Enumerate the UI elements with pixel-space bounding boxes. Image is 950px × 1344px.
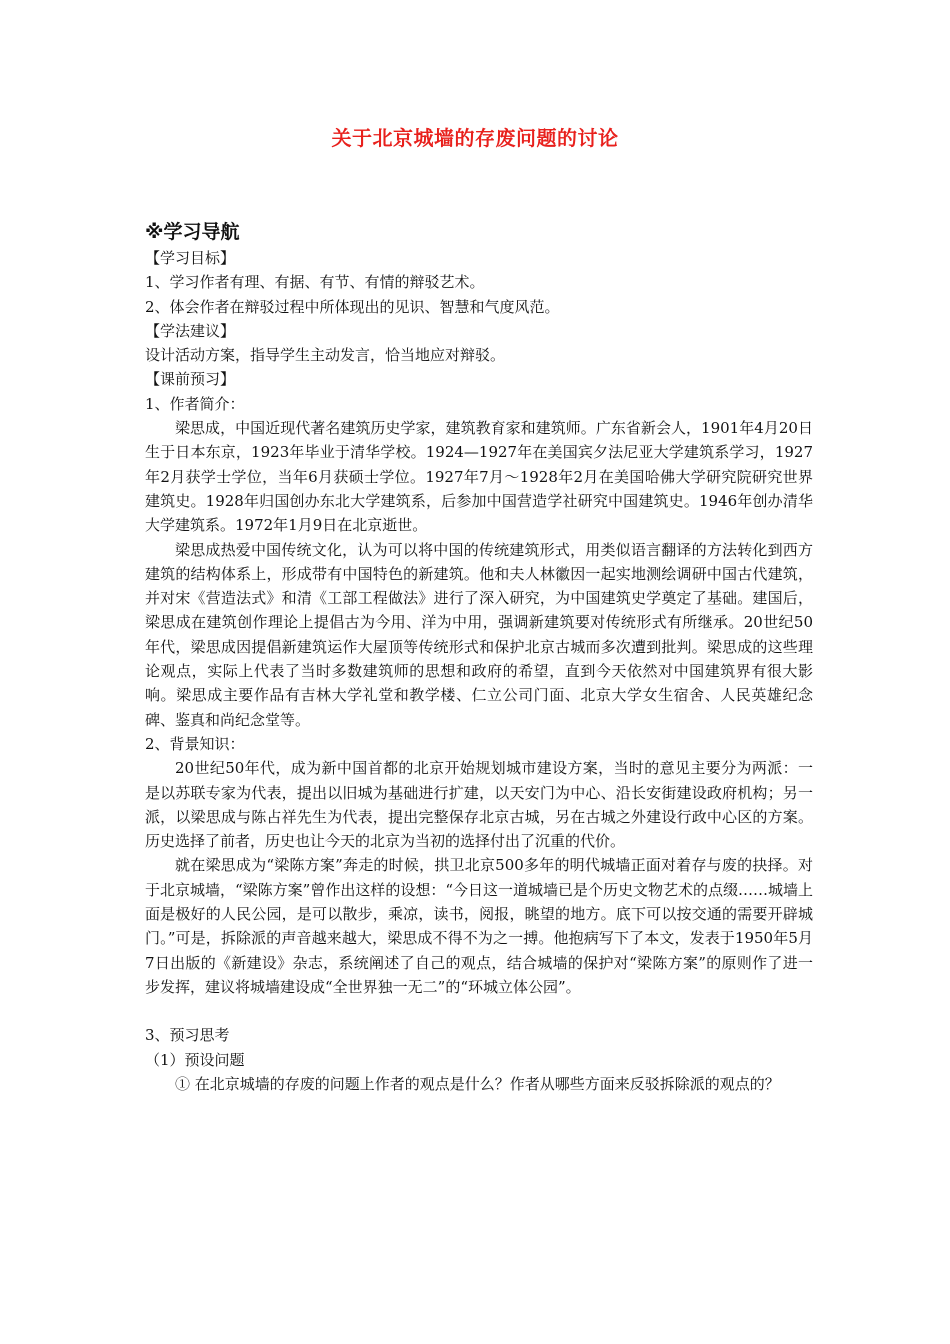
background-heading: 2、背景知识：: [145, 734, 245, 753]
author-paragraph: 梁思成热爱中国传统文化，认为可以将中国的传统建筑形式，用类似语言翻译的方法转化到西方建筑的结构体系上，形成带有中国特色的新建筑。他和夫人林徽因一起实地测绘调研中国古代建筑，并对宋《营造法式》和清《工部工程做法》进行了深入研究，为中国建筑史学奠定了基础。建国后，梁思成在建筑创作理论上提倡古为今用、洋为中用，强调新建筑要对传统形式有所继承。20世纪50年代，梁思成因提倡新建筑运作大屋顶等传统形式和保护北京古城而多次遭到批判。梁思成的这些理论观点，实际上代表了当时多数建筑师的思想和政府的希望，直到今天依然对中国建筑界有很大影响。梁思成主要作品有吉林大学礼堂和教学楼、仁立公司门面、北京大学女生宿舍、人民英雄纪念碑、鉴真和尚纪念堂等。: [145, 540, 813, 729]
author-heading: 1、作者简介：: [145, 394, 245, 413]
background-paragraph: 20世纪50年代，成为新中国首都的北京开始规划城市建设方案，当时的意见主要分为两派：一是以苏联专家为代表，提出以旧城为基础进行扩建，以天安门为中心、沿长安街建设政府机构；另一派，以梁思成与陈占祥先生为代表，提出完整保存北京古城，另在古城之外建设行政中心区的方案。历史选择了前者，历史也让今天的北京为当初的选择付出了沉重的代价。: [145, 759, 813, 851]
thinking-heading: 3、预习思考: [145, 1026, 230, 1045]
document-body: [145, 218, 813, 1096]
preview-label: 【课前预习】: [145, 370, 236, 389]
document-title: 关于北京城墙的存废问题的讨论: [331, 126, 619, 150]
goals-label: 【学习目标】: [145, 249, 236, 267]
blank-line: [145, 999, 813, 1023]
goal-item: 1、学习作者有理、有据、有节、有情的辩驳艺术。: [145, 273, 485, 292]
method-label: 【学法建议】: [145, 321, 236, 340]
section-heading-nav: ※学习导航: [145, 221, 240, 243]
author-paragraph: 梁思成，中国近现代著名建筑历史学家，建筑教育家和建筑师。广东省新会人，1901年4月20日生于日本东京，1923年毕业于清华学校。1924—1927年在美国宾夕法尼亚大学建筑系学习，1927年2月获学士学位，当年6月获硕士学位。1927年7月～1928年2月在美国哈佛大学研究院研究世界建筑史。1928年归国创办东北大学建筑系，后参加中国营造学社研究中国建筑史。1946年创办清华大学建筑系。1972年1月9日在北京逝世。: [145, 419, 813, 535]
background-paragraph: 就在梁思成为“梁陈方案”奔走的时候，拱卫北京500多年的明代城墙正面对着存与废的抉择。对于北京城墙，“梁陈方案”曾作出这样的设想：“今日这一道城墙已是个历史文物艺术的点缀……城墙上面是极好的人民公园，是可以散步，乘凉，读书，阅报，眺望的地方。底下可以按交通的需要开辟城门。”可是，拆除派的声音越来越大，梁思成不得不为之一搏。他抱病写下了本文，发表于1950年5月7日出版的《新建设》杂志，系统阐述了自己的观点，结合城墙的保护对“梁陈方案”的原则作了进一步发挥，建议将城墙建设成“全世界独一无二”的“环城立体公园”。: [145, 856, 814, 996]
question-item: ① 在北京城墙的存废的问题上作者的观点是什么？作者从哪些方面来反驳拆除派的观点的？: [175, 1074, 780, 1093]
goal-item: 2、体会作者在辩驳过程中所体现出的见识、智慧和气度风范。: [145, 297, 560, 316]
thinking-subheading: （1）预设问题: [145, 1050, 245, 1069]
method-text: 设计活动方案，指导学生主动发言，恰当地应对辩驳。: [145, 346, 506, 365]
